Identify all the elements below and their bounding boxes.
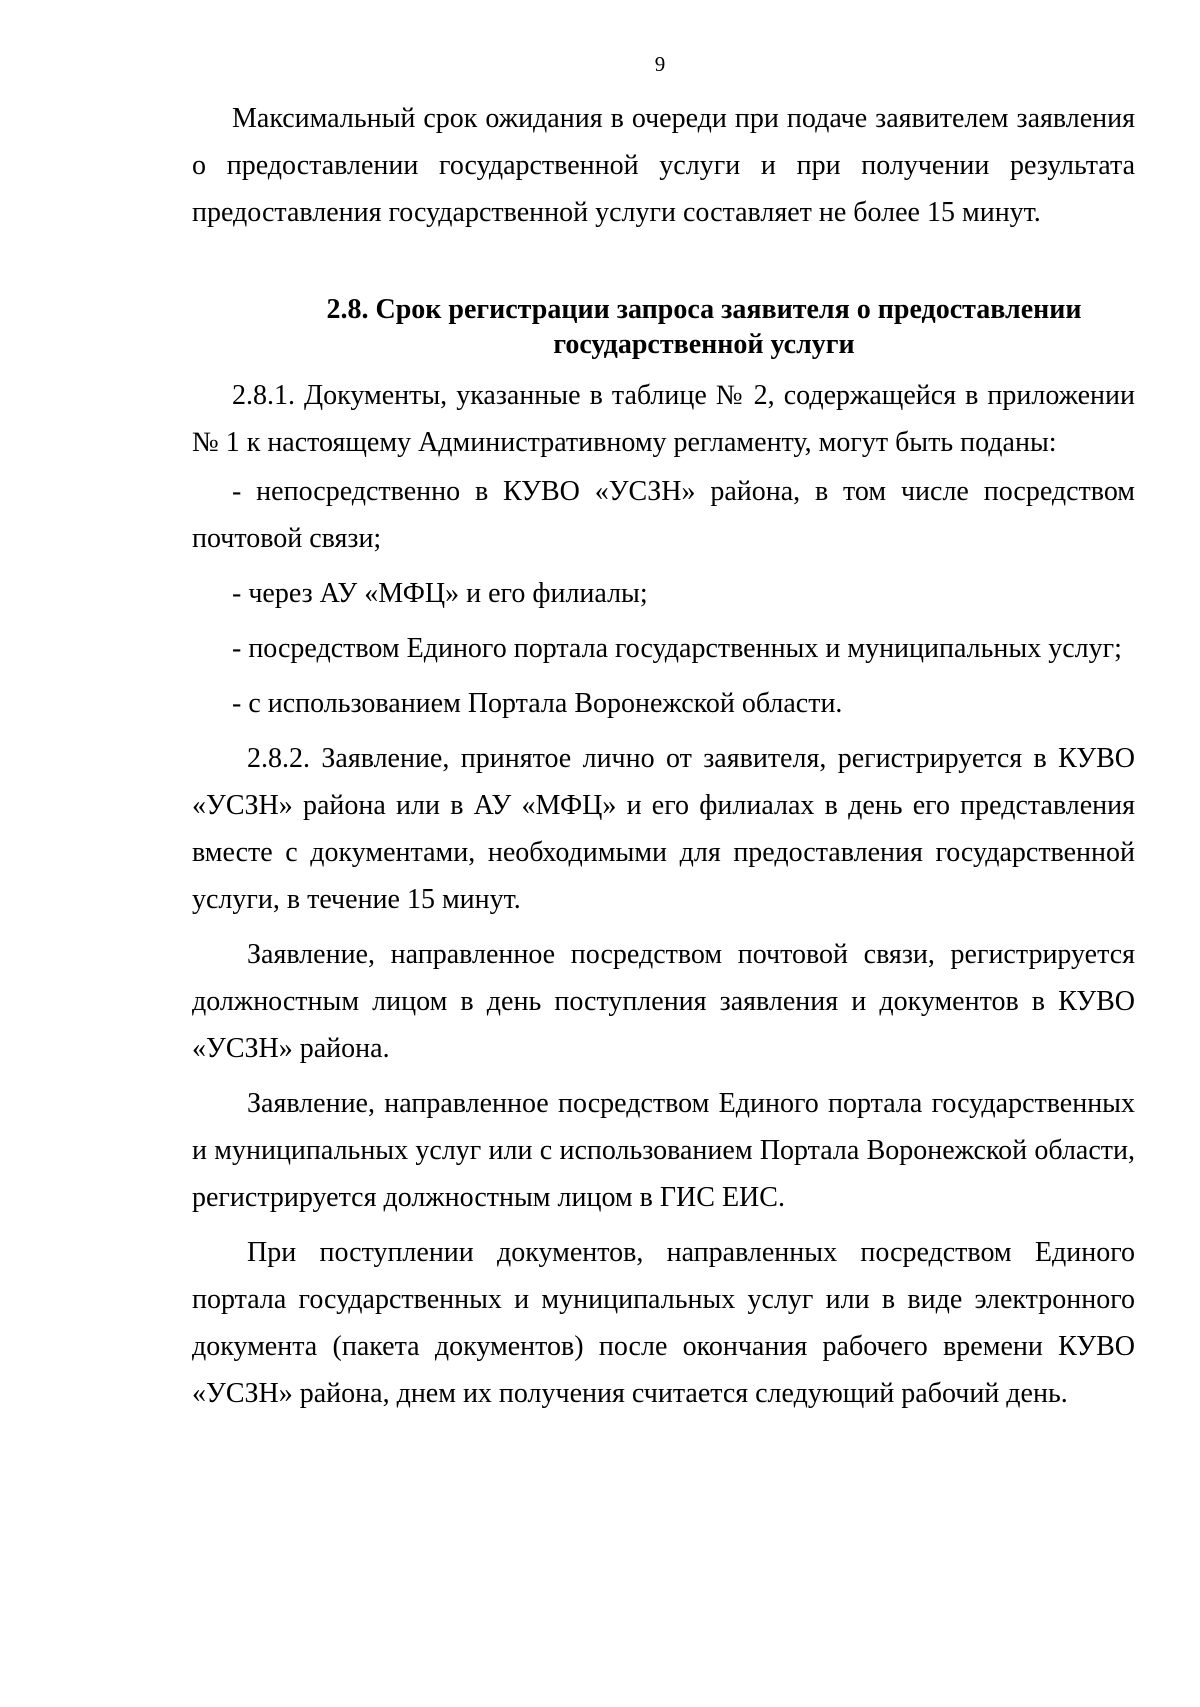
section-heading <box>300 292 1108 362</box>
section-heading-line2: государственной услуги <box>553 329 855 360</box>
page-number: 9 <box>654 52 666 76</box>
list-item-direct: - непосредственно в КУВО «УСЗН» района, в том числе посредством почтовой связи; <box>192 476 1135 554</box>
list-item-mfc: - через АУ «МФЦ» и его филиалы; <box>232 578 648 609</box>
paragraph-2-8-2: 2.8.2. Заявление, принятое лично от заявителя, регистрируется в КУВО «УСЗН» района или в АУ «МФЦ» и его филиалах в день его представления вместе с документами, необходимыми для предоставления государственной услуги, в течение 15 минут. <box>192 743 1135 915</box>
section-body <box>192 372 1135 1417</box>
list-item-voronezh-portal: - с использованием Портала Воронежской области. <box>232 688 843 719</box>
intro-paragraph: Максимальный срок ожидания в очереди при подаче заявителем заявления о предоставлении государственной услуги и при получении результата предоставления государственной услуги составляет не более 15 минут. <box>192 103 1135 228</box>
list-item-unified-portal: - посредством Единого портала государственных и муниципальных услуг; <box>232 633 1122 664</box>
paragraph-portal: Заявление, направленное посредством Единого портала государственных и муниципальных услуг или с использованием Портала Воронежской области, регистрируется должностным лицом в ГИС ЕИС. <box>192 1088 1135 1213</box>
intro-block <box>192 95 1135 236</box>
paragraph-postal: Заявление, направленное посредством почтовой связи, регистрируется должностным лицом в день поступления заявления и документов в КУВО «УСЗН» района. <box>192 939 1135 1064</box>
paragraph-after-hours: При поступлении документов, направленных посредством Единого портала государственных и муниципальных услуг или в виде электронного документа (пакета документов) после окончания рабочего времени КУВО «УСЗН» района, днем их получения считается следующий рабочий день. <box>192 1237 1135 1409</box>
section-heading-line1: 2.8. Срок регистрации запроса заявителя о предоставлении <box>326 294 1082 325</box>
paragraph-2-8-1: 2.8.1. Документы, указанные в таблице № 2, содержащейся в приложении № 1 к настоящему Административному регламенту, могут быть поданы: <box>192 380 1135 458</box>
